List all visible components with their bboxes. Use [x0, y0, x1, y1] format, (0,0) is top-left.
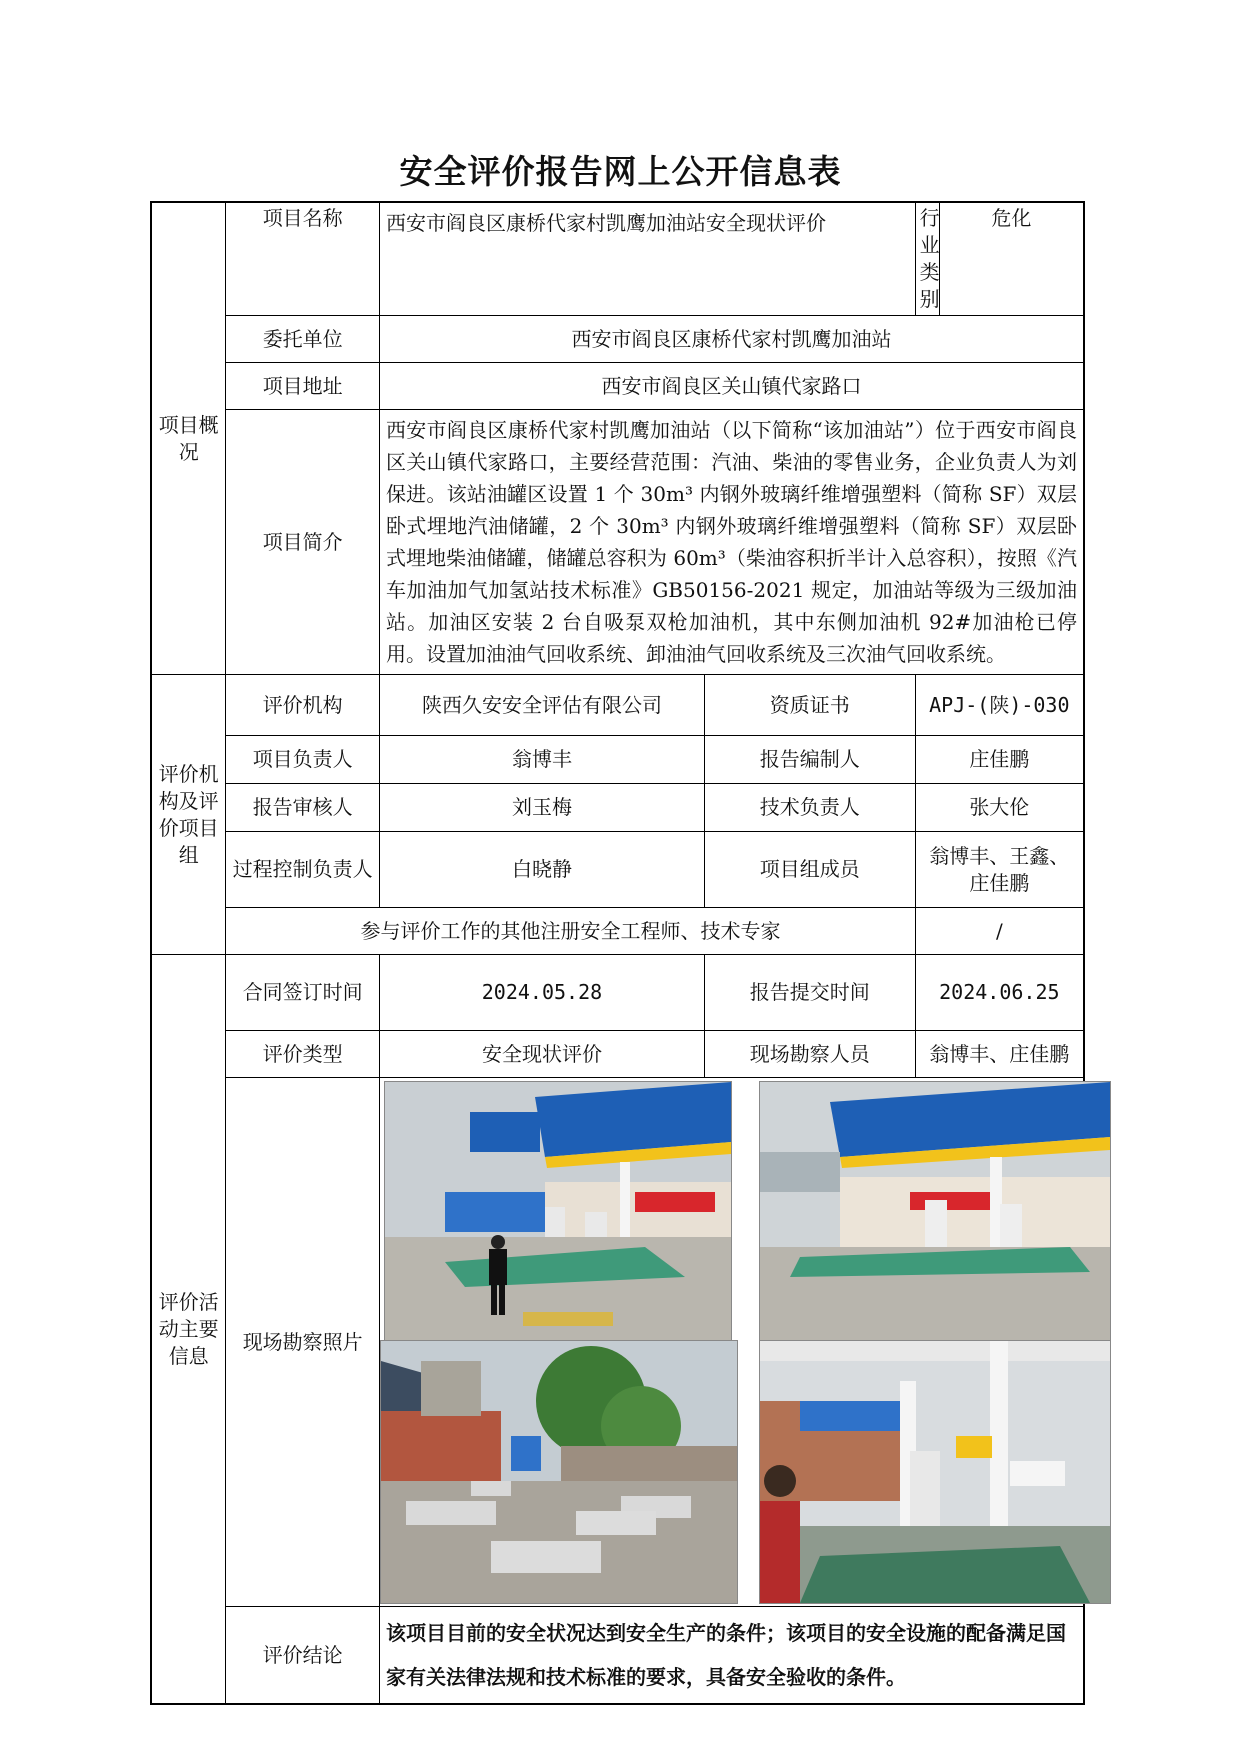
- photo-station-front-person: [384, 1081, 732, 1341]
- tech-value: 张大伦: [915, 784, 1084, 832]
- institution-label: 评价机构: [226, 675, 380, 736]
- industry-value: 危化: [939, 202, 1084, 316]
- reviewer-label: 报告审核人: [226, 784, 380, 832]
- members-label: 项目组成员: [704, 832, 915, 908]
- photo-tank-area: [380, 1340, 738, 1604]
- contract-value: 2024.05.28: [379, 955, 704, 1031]
- contract-label: 合同签订时间: [226, 955, 380, 1031]
- industry-label: 行业类别: [915, 202, 939, 316]
- cert-label: 资质证书: [704, 675, 915, 736]
- submit-value: 2024.06.25: [915, 955, 1084, 1031]
- surveyors-value: 翁博丰、庄佳鹏: [915, 1031, 1084, 1078]
- leader-label: 项目负责人: [226, 736, 380, 784]
- surveyors-label: 现场勘察人员: [704, 1031, 915, 1078]
- cert-value: APJ-(陕)-030: [915, 675, 1084, 736]
- institution-value: 陕西久安安全评估有限公司: [379, 675, 704, 736]
- others-label: 参与评价工作的其他注册安全工程师、技术专家: [226, 908, 915, 955]
- writer-label: 报告编制人: [704, 736, 915, 784]
- summary-label: 项目简介: [226, 410, 380, 675]
- photo-station-front: [759, 1081, 1111, 1341]
- client-label: 委托单位: [226, 316, 380, 363]
- writer-value: 庄佳鹏: [915, 736, 1084, 784]
- type-label: 评价类型: [226, 1031, 380, 1078]
- leader-value: 翁博丰: [379, 736, 704, 784]
- project-name-label: 项目名称: [226, 202, 380, 316]
- address-label: 项目地址: [226, 363, 380, 410]
- photos-cell: [379, 1078, 1084, 1607]
- summary-value: 西安市阎良区康桥代家村凯鹰加油站（以下简称“该加油站”）位于西安市阎良区关山镇代家路口，主要经营范围：汽油、柴油的零售业务，企业负责人为刘保进。该站油罐区设置 1 个 30m³ 内钢外玻璃纤维增强塑料（简称 SF）双层卧式埋地汽油储罐，2 个 30m³ 内钢外玻璃纤维增强塑料（简称 SF）双层卧式埋地柴油储罐，储罐总容积为 60m³（柴油容积折半计入总容积），按照《汽车加油加气加氢站技术标准》GB50156-2021 规定，加油站等级为三级加油站。加油区安装 2 台自吸泵双枪加油机，其中东侧加油机 92#加油枪已停用。设置加油油气回收系统、卸油油气回收系统及三次油气回收系统。: [379, 410, 1084, 675]
- photo-dispenser-island: [759, 1340, 1111, 1604]
- conclusion-label: 评价结论: [226, 1607, 380, 1705]
- page-title: 安全评价报告网上公开信息表: [399, 152, 842, 191]
- photos-label: 现场勘察照片: [226, 1078, 380, 1607]
- client-value: 西安市阎良区康桥代家村凯鹰加油站: [379, 316, 1084, 363]
- process-label: 过程控制负责人: [226, 832, 380, 908]
- process-value: 白晓静: [379, 832, 704, 908]
- info-table: [150, 201, 1085, 1705]
- section-org: 评价机构及评价项目组: [151, 675, 226, 955]
- section-overview: 项目概况: [151, 202, 226, 675]
- reviewer-value: 刘玉梅: [379, 784, 704, 832]
- conclusion-value: 该项目目前的安全状况达到安全生产的条件；该项目的安全设施的配备满足国家有关法律法规和技术标准的要求，具备安全验收的条件。: [379, 1607, 1084, 1705]
- submit-label: 报告提交时间: [704, 955, 915, 1031]
- members-value: 翁博丰、王鑫、庄佳鹏: [915, 832, 1084, 908]
- section-activity: 评价活动主要信息: [151, 955, 226, 1705]
- project-name-value: 西安市阎良区康桥代家村凯鹰加油站安全现状评价: [379, 202, 915, 316]
- others-value: /: [915, 908, 1084, 955]
- address-value: 西安市阎良区关山镇代家路口: [379, 363, 1084, 410]
- type-value: 安全现状评价: [379, 1031, 704, 1078]
- tech-label: 技术负责人: [704, 784, 915, 832]
